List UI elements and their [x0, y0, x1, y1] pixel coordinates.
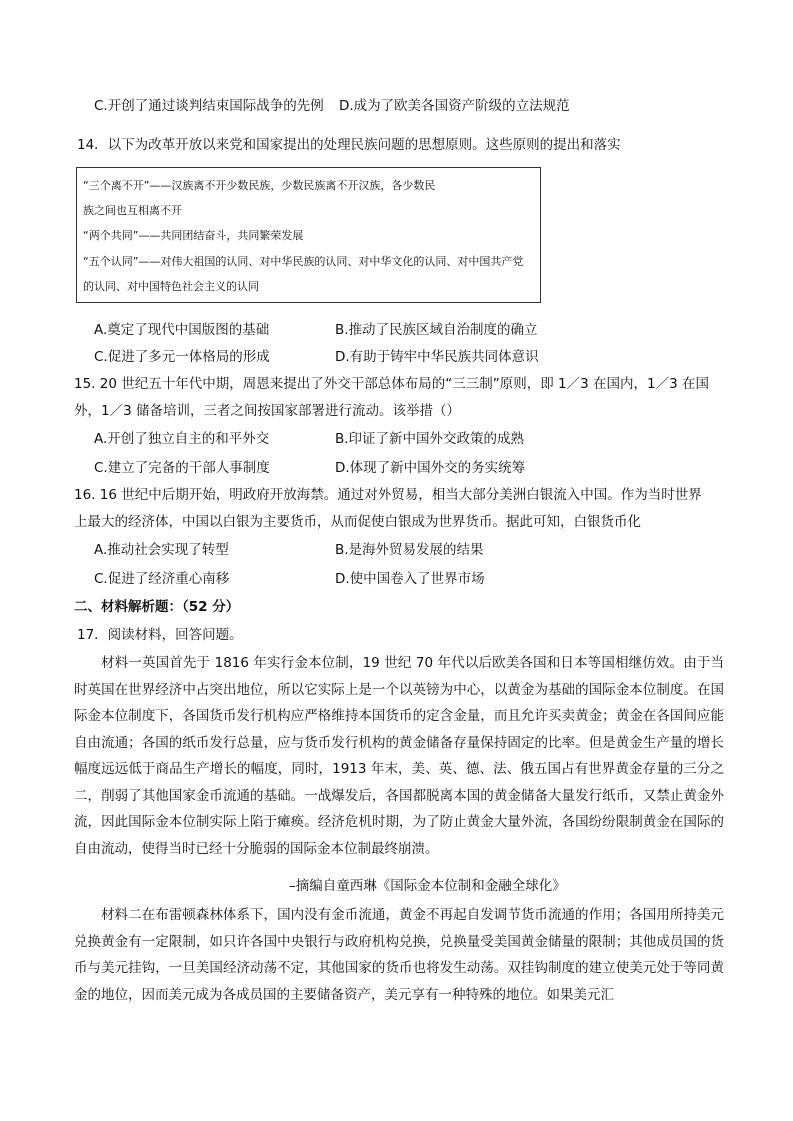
question-15-option-c: C.建立了完备的干部人事制度 [94, 460, 270, 476]
question-15-option-b: B.印证了新中国外交政策的成熟 [335, 431, 525, 447]
material-box-line-3: “两个共同”——共同团结奋斗，共同繁荣发展 [83, 229, 304, 242]
question-14-option-d: D.有助于铸牢中华民族共同体意识 [335, 349, 539, 365]
question-17-material-1: 材料一英国首先于 1816 年实行金本位制，19 世纪 70 年代以后欧美各国和日本等国相继仿效。由于当时英国在世界经济中占突出地位，所以它实际上是一个以英镑为中心，以黄金为基础的国际金本位制度。在国际金本位制度下，各国货币发行机构应严格维持本国货币的定含金量，而且允许买卖黄金；黄金在各国间应能自由流通；各国的纸币发行总量，应与货币发行机构的黄金储备存量保持固定的比率。但是黄金生产量的增长幅度远远低于商品生产增长的幅度，同时，1913 年末，美、英、德、法、俄五国占有世界黄金存量的三分之二，削弱了其他国家金币流通的基础。一战爆发后，各国都脱离本国的黄金储备大量发行纸币，又禁止黄金外流，因此国际金本位制实际上陷于瘫痪。经济危机时期，为了防止黄金大量外流，各国纷纷限制黄金在国际的自由流动，使得当时已经十分脆弱的国际金本位制最终崩溃。 [74, 655, 724, 857]
question-16-option-a: A.推动社会实现了转型 [94, 542, 229, 558]
material-box-line-2: 族之间也互相离不开 [83, 204, 182, 217]
question-14-option-b: B.推动了民族区域自治制度的确立 [335, 322, 538, 338]
question-16-option-d: D.使中国卷入了世界市场 [335, 571, 485, 587]
question-14-stem: 14．以下为改革开放以来党和国家提出的处理民族问题的思想原则。这些原则的提出和落实 [77, 137, 621, 153]
prev-question-option-d: D.成为了欧美各国资产阶级的立法规范 [339, 98, 570, 114]
prev-question-option-c: C.开创了通过谈判结束国际战争的先例 [94, 98, 324, 114]
question-16-option-c: C.促进了经济重心南移 [94, 571, 230, 587]
question-15-option-a: A.开创了独立自主的和平外交 [94, 431, 270, 447]
section-2-heading: 二、材料解析题：（52 分） [74, 599, 240, 615]
question-15-line-2: 外，1／3 储备培训，三者之间按国家部署进行流动。该举措（） [74, 403, 460, 419]
material-box-line-1: “三个离不开”——汉族离不开少数民族，少数民族离不开汉族，各少数民 [83, 179, 436, 192]
question-16-option-b: B.是海外贸易发展的结果 [335, 542, 484, 558]
question-16-line-2: 上最大的经济体，中国以白银为主要货币，从而促使白银成为世界货币。据此可知，白银货币化 [74, 514, 641, 530]
question-16-line-1: 16. 16 世纪中后期开始，明政府开放海禁。通过对外贸易，相当大部分美洲白银流入中国。作为当时世界 [74, 487, 702, 503]
question-15-option-d: D.体现了新中国外交的务实统筹 [335, 460, 526, 476]
question-17-source-1: –摘编自童西琳《国际金本位制和金融全球化》 [289, 878, 566, 894]
material-box-line-4: “五个认同”——对伟大祖国的认同、对中华民族的认同、对中华文化的认同、对中国共产党 [83, 255, 524, 268]
question-15-line-1: 15. 20 世纪五十年代中期，周恩来提出了外交干部总体布局的“三三制”原则，即 1／3 在国内，1／3 在国 [74, 376, 709, 392]
question-17-stem: 17．阅读材料，回答问题。 [77, 627, 243, 643]
question-14-material-box [76, 167, 541, 303]
question-17-material-2: 材料二在布雷顿森林体系下，国内没有金币流通，黄金不再起自发调节货币流通的作用；各国用所持美元兑换黄金有一定限制，如只许各国中央银行与政府机构兑换，兑换量受美国黄金储量的限制；其他成员国的货币与美元挂钩，一旦美国经济动荡不定，其他国家的货币也将发生动荡。双挂钩制度的建立使美元处于等同黄金的地位，因而美元成为各成员国的主要储备资产，美元享有一种特殊的地位。如果美元汇 [74, 907, 724, 1003]
material-box-line-5: 的认同、对中国特色社会主义的认同 [83, 280, 259, 293]
question-14-option-a: A.奠定了现代中国版图的基础 [94, 322, 270, 338]
question-14-option-c: C.促进了多元一体格局的形成 [94, 349, 270, 365]
